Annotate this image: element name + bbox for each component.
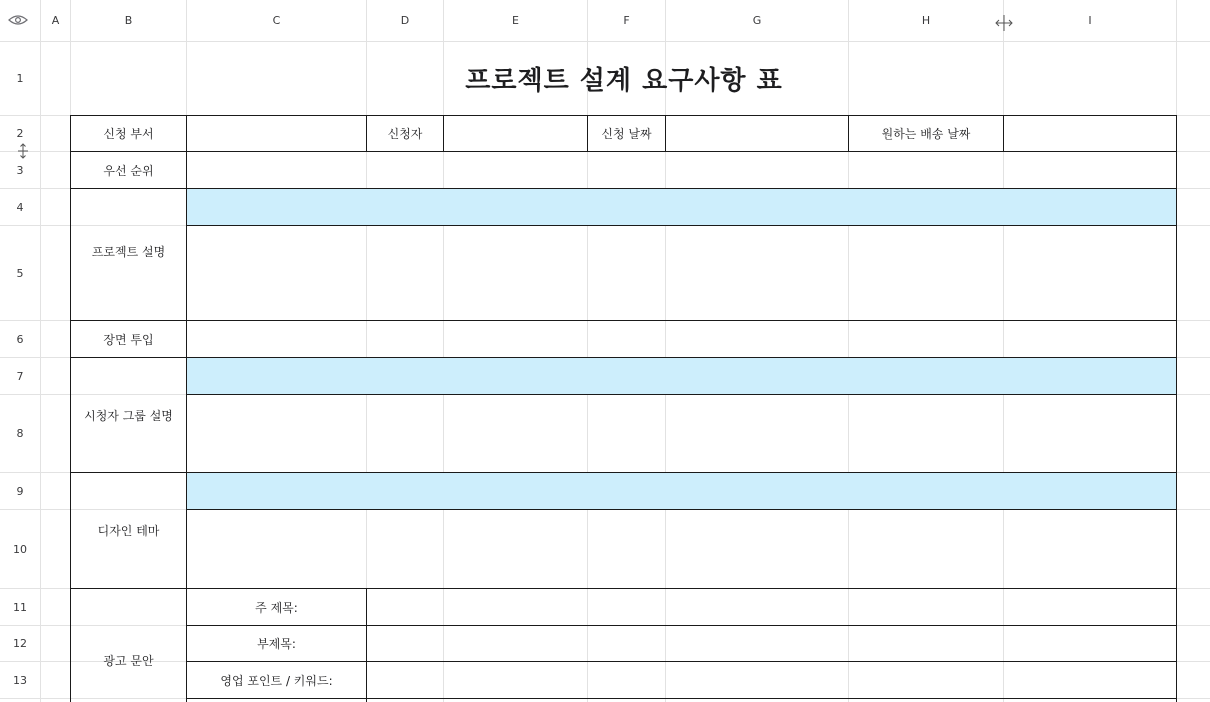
row-header-2[interactable]: 2 (16, 127, 24, 140)
eye-icon[interactable] (8, 14, 28, 26)
column-header-b[interactable]: B (124, 14, 133, 27)
table-border (366, 588, 367, 702)
keywords-value-cell[interactable] (367, 662, 1176, 698)
table-border (70, 357, 1177, 358)
column-header-d[interactable]: D (400, 14, 410, 27)
delivery-value-cell[interactable] (1004, 116, 1176, 151)
delivery-label: 원하는 배송 날짜 (881, 127, 971, 141)
row-header-10[interactable]: 10 (13, 542, 27, 556)
row-resize-handle-icon[interactable] (16, 143, 30, 159)
table-border (1176, 115, 1177, 702)
audience-label: 시청자 그룹 설명 (84, 409, 173, 423)
column-header-g[interactable]: G (752, 14, 762, 27)
column-header-f[interactable]: F (623, 14, 630, 27)
highlight-cell-row-7[interactable] (187, 358, 1176, 394)
table-border (70, 188, 1177, 189)
page-title: 프로젝트 설계 요구사항 표 (465, 66, 783, 96)
applicant-value-cell[interactable] (444, 116, 587, 151)
table-border (848, 115, 849, 151)
table-border (186, 625, 1177, 626)
table-border (186, 115, 187, 702)
row-header-9[interactable]: 9 (16, 484, 24, 498)
theme-value-cell[interactable] (187, 510, 1176, 588)
dept-value-cell[interactable] (187, 116, 366, 151)
row-header-4[interactable]: 4 (16, 200, 24, 214)
priority-label: 우선 순위 (103, 163, 154, 178)
priority-value-cell[interactable] (187, 152, 1176, 188)
table-border (186, 509, 1177, 510)
column-header-c[interactable]: C (272, 14, 281, 27)
row-header-13[interactable]: 13 (13, 673, 27, 687)
gridline (40, 0, 41, 702)
table-border (70, 320, 1177, 321)
description-label: 프로젝트 설명 (91, 245, 166, 259)
subtitle-label: 부제목: (257, 637, 296, 651)
scene-label: 장면 투입 (103, 332, 154, 347)
theme-label: 디자인 테마 (97, 524, 160, 538)
table-border (70, 115, 1177, 116)
dept-label: 신청 부서 (103, 127, 154, 141)
table-border (587, 115, 588, 151)
main-title-label: 주 제목: (255, 600, 298, 615)
table-border (70, 472, 1177, 473)
subtitle-value-cell[interactable] (367, 626, 1176, 661)
row-header-5[interactable]: 5 (16, 266, 24, 280)
audience-value-cell[interactable] (187, 395, 1176, 472)
scene-value-cell[interactable] (187, 321, 1176, 357)
table-border (186, 661, 1177, 662)
table-border (443, 115, 444, 151)
table-border (70, 115, 71, 702)
table-border (70, 151, 1177, 152)
row-header-11[interactable]: 11 (13, 600, 27, 614)
date-label: 신청 날짜 (601, 127, 652, 141)
column-header-i[interactable]: I (1088, 14, 1092, 27)
description-value-cell[interactable] (187, 226, 1176, 320)
table-border (186, 698, 1177, 699)
keywords-label: 영업 포인트 / 키워드: (220, 673, 333, 688)
column-header-e[interactable]: E (512, 14, 519, 27)
table-border (186, 394, 1177, 395)
table-border (186, 225, 1177, 226)
date-value-cell[interactable] (666, 116, 848, 151)
row-header-7[interactable]: 7 (16, 369, 24, 383)
table-border (665, 115, 666, 151)
row-header-1[interactable]: 1 (16, 72, 24, 85)
column-header-a[interactable]: A (51, 14, 60, 27)
table-border (366, 115, 367, 151)
table-border (70, 588, 1177, 589)
row-header-3[interactable]: 3 (16, 163, 24, 177)
highlight-cell-row-9[interactable] (187, 473, 1176, 509)
table-border (1003, 115, 1004, 151)
row-header-8[interactable]: 8 (16, 427, 24, 440)
row-header-12[interactable]: 12 (13, 637, 27, 650)
main-title-value-cell[interactable] (367, 589, 1176, 625)
highlight-cell-row-4[interactable] (187, 189, 1176, 225)
column-resize-handle-icon[interactable] (995, 14, 1013, 32)
column-header-h[interactable]: H (921, 14, 931, 27)
applicant-label: 신청자 (387, 127, 423, 141)
row-header-6[interactable]: 6 (16, 332, 24, 346)
copy-label: 광고 문안 (103, 654, 154, 668)
